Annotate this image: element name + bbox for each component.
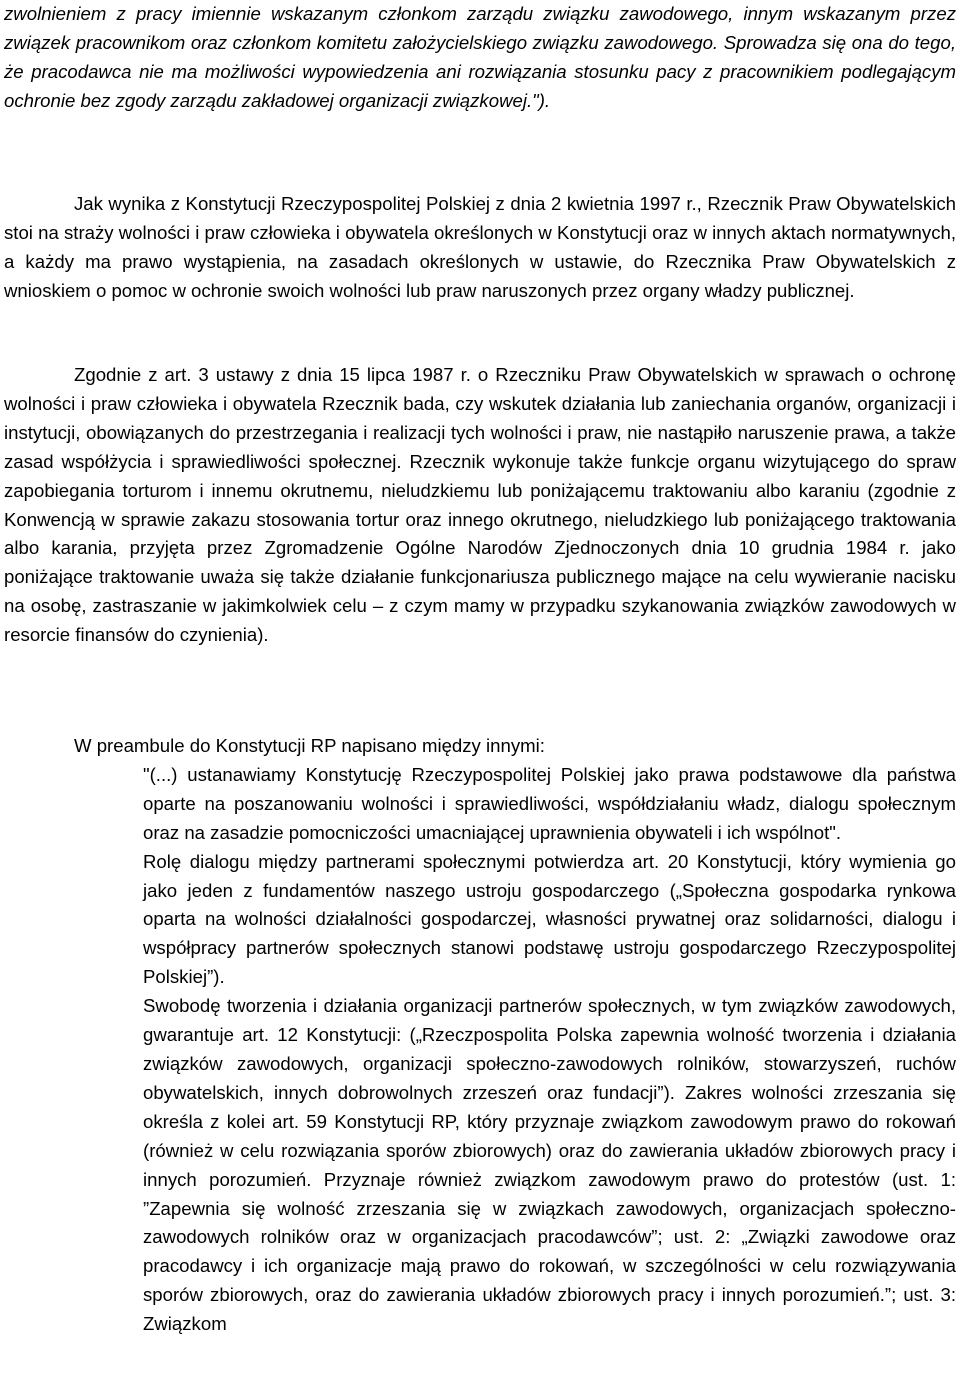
preamble-quote-block bbox=[4, 761, 956, 1339]
preamble-section bbox=[4, 732, 956, 1339]
preamble-quote: "(...) ustanawiamy Konstytucję Rzeczypospolitej Polskiej jako prawa podstawowe dla państwa oparte na poszanowaniu wolności i sprawiedliwości, współdziałaniu władz, dialogu społecznym oraz na zasadzie pomocniczości umacniającej uprawnienia obywateli i ich wspólnot". bbox=[143, 763, 956, 843]
article-12-paragraph: Swobodę tworzenia i działania organizacji partnerów społecznych, w tym związków zawodowych, gwarantuje art. 12 Konstytucji: („Rzeczpospolita Polska zapewnia wolność tworzenia i działania związków zawodowych, organizacji społeczno-zawodowych rolników, stowarzyszeń, ruchów obywatelskich, innych dobrowolnych zrzeszeń oraz fundacji”). Zakres wolności zrzeszania się określa z kolei art. 59 Konstytucji RP, który przyznaje związkom zawodowym prawo do rokowań (również w celu rozwiązania sporów zbiorowych) oraz do zawierania układów zbiorowych pracy i innych porozumień. Przyznaje również związkom zawodowym prawo do protestów (ust. 1: ”Zapewnia się wolność zrzeszania się w związkach zawodowych, organizacjach społeczno-zawodowych rolników oraz w organizacjach pracodawców”; ust. 2: „Związki zawodowe oraz pracodawcy i ich organizacje mają prawo do rokowań, w szczególności w celu rozwiązywania sporów zbiorowych, oraz do zawierania układów zbiorowych pracy i innych porozumień.”; ust. 3: Związkom bbox=[143, 995, 956, 1335]
ombudsman-act-paragraph: Zgodnie z art. 3 ustawy z dnia 15 lipca 1987 r. o Rzeczniku Praw Obywatelskich w sprawach o ochronę wolności i praw człowieka i obywatela Rzecznik bada, czy wskutek działania lub zaniechania organów, organizacji i instytucji, obowiązanych do przestrzegania i realizacji tych wolności i praw, nie nastąpiło naruszenie prawa, a także zasad współżycia i sprawiedliwości społecznej. Rzecznik wykonuje także funkcje organu wizytującego do spraw zapobiegania torturom i innemu okrutnemu, nieludzkiemu lub poniżającemu traktowaniu albo karaniu (zgodnie z Konwencją w sprawie zakazu stosowania tortur oraz innego okrutnego, nieludzkiego lub poniżającego traktowania albo karania, przyjęta przez Zgromadzenie Ogólne Narodów Zjednoczonych dnia 10 grudnia 1984 r. jako poniżające traktowanie uważa się także działanie funkcjonariusza publicznego mające na celu wywieranie nacisku na osobę, zastraszanie w jakimkolwiek celu – z czym mamy w przypadku szykanowania związków zawodowych w resorcie finansów do czynienia). bbox=[4, 364, 956, 646]
preamble-heading: W preambule do Konstytucji RP napisano między innymi: bbox=[74, 735, 545, 756]
intro-paragraph: zwolnieniem z pracy imiennie wskazanym członkom zarządu związku zawodowego, innym wskazanym przez związek pracownikom oraz członkom komitetu założycielskiego związku zawodowego. Sprowadza się ona do tego, że pracodawca nie ma możliwości wypowiedzenia ani rozwiązania stosunku pacy z pracownikiem podlegającym ochronie bez zgody zarządu zakładowej organizacji związkowej."). bbox=[4, 3, 956, 111]
article-20-paragraph: Rolę dialogu między partnerami społecznymi potwierdza art. 20 Konstytucji, który wymienia go jako jeden z fundamentów naszego ustroju gospodarczego („Społeczna gospodarka rynkowa oparta na wolności działalności gospodarczej, własności prywatnej oraz solidarności, dialogu i współpracy partnerów społecznych stanowi podstawę ustroju gospodarczego Rzeczypospolitej Polskiej”). bbox=[143, 850, 956, 988]
constitution-paragraph: Jak wynika z Konstytucji Rzeczypospolitej Polskiej z dnia 2 kwietnia 1997 r., Rzecznik Praw Obywatelskich stoi na straży wolności i praw człowieka i obywatela określonych w Konstytucji oraz w innych aktach normatywnych, a każdy ma prawo wystąpienia, na zasadach określonych w ustawie, do Rzecznika Praw Obywatelskich z wnioskiem o pomoc w ochronie swoich wolności lub praw naruszonych przez organy władzy publicznej. bbox=[4, 193, 956, 301]
